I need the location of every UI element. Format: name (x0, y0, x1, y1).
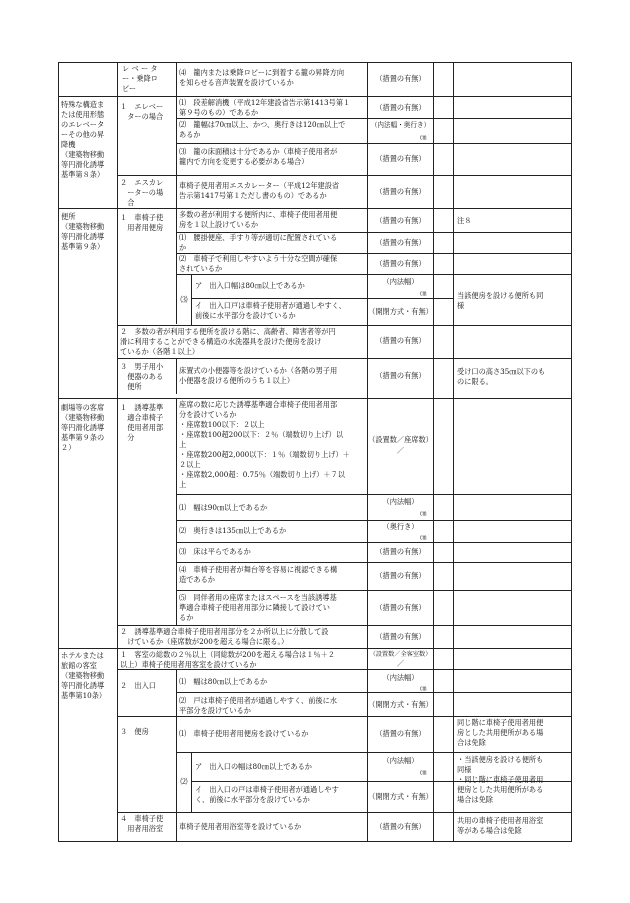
item-room-toilet-entrance-door: イ 出入口の戸は車椅子使用者が通過しやす く、前後に水平部分を設けているか (195, 785, 339, 804)
value-presence: （措置の有無） (375, 187, 426, 196)
category-special-elevator: 特殊な構造ま たは使用形態 のエレベータ ーその他の昇 降機 （建築物移動 等円滑化誘導 基準第８条） (61, 100, 105, 179)
item-seating-visibility: ⑷ 車椅子使用者が舞台等を容易に視認できる構 造であるか (179, 565, 338, 584)
value-slash: ／ (396, 446, 405, 455)
item-seating-depth: ⑵ 奥行きは135㎝以上であるか (179, 526, 287, 535)
subcategory-bath: ４ 車椅子使 用者用浴室 (120, 814, 164, 833)
subcategory-seat-split: ２ 誘導基準適合車椅子使用者用部分を２か所以上に分散して設 けているか（座席数が200を超える場合に限る。） (120, 627, 329, 646)
item-seating-main: 座席の数に応じた誘導基準適合車椅子使用者用部 分を設けているか ・座席数100以下：２以上 ・座席数100超200以下：２％（端数切り上げ）以 上 ・座席数200超2,000以下：１％（端数切り上げ）＋ ２以上 ・座席数2,000超：0.75％（端数切り上げ）＋７以 上 (179, 400, 350, 489)
item-toilet-entrance-width: ア 出入口幅は80㎝以上であるか (195, 281, 305, 290)
item-toilet-entrance-door: イ 出入口戸は車椅子使用者が通過しやすく、 前後に水平部分を設けているか (195, 301, 346, 320)
value-presence: （措置の有無） (375, 729, 426, 738)
value-unit-cm: ㎝ (420, 768, 427, 776)
item-elevator-lift: ⑴ 段差解消機（平成12年建設省告示第1413号第１ 第９号のもの）であるか (179, 98, 351, 117)
subcategory-escalator: ２ エスカレ ーターの場 合 (120, 178, 164, 207)
value-unit-cm: ㎝ (420, 289, 427, 297)
item-elevator-voice: ⑷ 籠内または乗降ロビーに到着する籠の昇降方向 を知らせる音声装置を設けているか (179, 68, 345, 87)
category-toilet: 便所 （建築物移動 等円滑化誘導 基準第９条） (61, 212, 105, 251)
note-urinal: 受け口の高さ35㎝以下のも のに限る。 (457, 367, 546, 386)
note-8: 注８ (457, 216, 472, 225)
value-presence: （措置の有無） (375, 371, 426, 380)
value-width: （内法幅） (382, 673, 419, 682)
value-width: （内法幅） (382, 277, 419, 286)
item-bath: 車椅子使用者用浴室等を設けているか (179, 822, 302, 831)
value-presence: （措置の有無） (375, 547, 426, 556)
subcategory-elevator: １ エレベー ターの場合 (120, 102, 164, 121)
subcategory-multi-toilet: ２ 多数の者が利用する便所を設ける階に、高齢者、障害者等が円 滑に利用することができる構造の水洗器具を設けた便房を設け ているか（各階１以上） (120, 327, 336, 356)
value-presence: （措置の有無） (375, 103, 426, 112)
value-slash: ／ (396, 659, 405, 668)
item-hotel-entrance-width: ⑴ 幅は80㎝以上であるか (179, 677, 268, 686)
value-presence: （措置の有無） (375, 571, 426, 580)
value-presence: （措置の有無） (375, 238, 426, 247)
value-presence: （措置の有無） (375, 154, 426, 163)
value-width: （内法幅） (382, 756, 419, 765)
item-toilet-entrance-number: ⑶ (180, 295, 188, 304)
value-presence: （措置の有無） (375, 216, 426, 225)
item-toilet-main: 多数の者が利用する便所内に、車椅子使用者用便 房を１以上設けているか (179, 210, 338, 229)
note-room-toilet-exempt: 同じ階に車椅子使用者用便 房とした共用便所がある場 合は免除 (457, 718, 544, 747)
value-presence: （措置の有無） (375, 336, 426, 345)
item-room-toilet-entrance-width: ア 出入口の幅は80㎝以上であるか (195, 762, 312, 771)
item-toilet-space: ⑵ 車椅子で利用しやすいよう十分な空間が確保 されているか (179, 254, 338, 273)
subcategory-urinal: ３ 男子用小 便器のある 便所 (120, 362, 164, 391)
value-unit-cm: ㎝ (420, 533, 427, 541)
category-theater-seating: 劇場等の客席 （建築物移動 等円滑化誘導 基準第９条の ２） (61, 403, 105, 452)
value-unit-cm: ㎝ (420, 684, 427, 692)
value-presence: （措置の有無） (375, 632, 426, 641)
category-hotel-room: ホテルまたは 旅館の客室 （建築物移動 等円滑化誘導 基準第10条） (61, 651, 107, 700)
item-room-toilet-entrance-number: ⑵ (180, 777, 188, 786)
value-width-depth: （内法幅・奥行き） (370, 121, 431, 129)
note-toilet-same: 当該便房を設ける便所も同 様 (457, 291, 544, 310)
value-open-method: （開閉方式・有無） (368, 792, 433, 801)
value-width: （内法幅） (382, 497, 419, 506)
item-urinal: 床置式の小便器等を設けているか（各階の男子用 小便器を設ける便所のうち１以上） (179, 366, 338, 385)
subcategory-elevator-lobby: レ ベ ー タ ー・乗降ロ ビー (122, 64, 158, 93)
item-hotel-entrance-door: ⑵ 戸は車椅子使用者が通過しやすく、前後に水 平部分を設けているか (179, 696, 337, 715)
value-open-method: （開閉方式・有無） (368, 700, 433, 709)
value-room-count: （設置数／全客室数） (369, 651, 432, 658)
value-presence: （措置の有無） (375, 259, 426, 268)
value-seat-count: （設置数／座席数） (368, 435, 433, 444)
item-room-toilet: ⑴ 車椅子使用者用便房を設けているか (179, 729, 309, 738)
item-seating-companion: ⑸ 同伴者用の座席またはスペースを当該誘導基 準適合車椅子使用者用部分に隣接して設けてい るか (179, 593, 337, 622)
value-unit-cm: ㎝ (420, 133, 427, 141)
subcategory-guest-room-count: １ 客室の総数の２％以上（同総数が200を超える場合は１％＋２ 以上）車椅子使用者用客室を設けているか (120, 650, 335, 669)
value-presence: （措置の有無） (375, 603, 426, 612)
subcategory-entrance: ２ 出入口 (120, 681, 156, 690)
subcategory-room-toilet: ３ 便房 (120, 727, 149, 736)
item-seating-floor: ⑶ 床は平らであるか (179, 547, 251, 556)
item-seating-width: ⑴ 幅は90㎝以上であるか (179, 503, 268, 512)
note-room-toilet-same: ・当該便房を設ける便所も 同様 ・同じ階に車椅子使用者用 便房とした共用便所がある 場合は免除 (457, 755, 544, 804)
value-depth: （奥行き） (382, 522, 419, 531)
value-open-method: （開閉方式・有無） (368, 307, 433, 316)
value-unit-cm: ㎝ (420, 509, 427, 517)
item-elevator-floor-area: ⑶ 籠の床面積は十分であるか（車椅子使用者が 籠内で方向を変更する必要がある場合） (179, 147, 338, 166)
value-presence: （措置の有無） (375, 74, 426, 83)
item-escalator: 車椅子使用者用エスカレーター（平成12年建設省 告示第1417号第１ただし書のもの）であるか (179, 181, 340, 200)
subcategory-wheelchair-toilet: １ 車椅子使 用者用便房 (120, 213, 164, 232)
item-elevator-cage-size: ⑵ 籠幅は70㎝以上、かつ、奥行きは120㎝以上で あるか (179, 120, 346, 139)
note-bath: 共用の車椅子使用者用浴室 等がある場合は免除 (457, 816, 544, 835)
value-presence: （措置の有無） (375, 822, 426, 831)
subcategory-guided-seating: １ 誘導基準 適合車椅子 使用者用部 分 (120, 403, 164, 442)
item-toilet-seat: ⑴ 腰掛便座、手すり等が適切に配置されている か (179, 233, 338, 252)
